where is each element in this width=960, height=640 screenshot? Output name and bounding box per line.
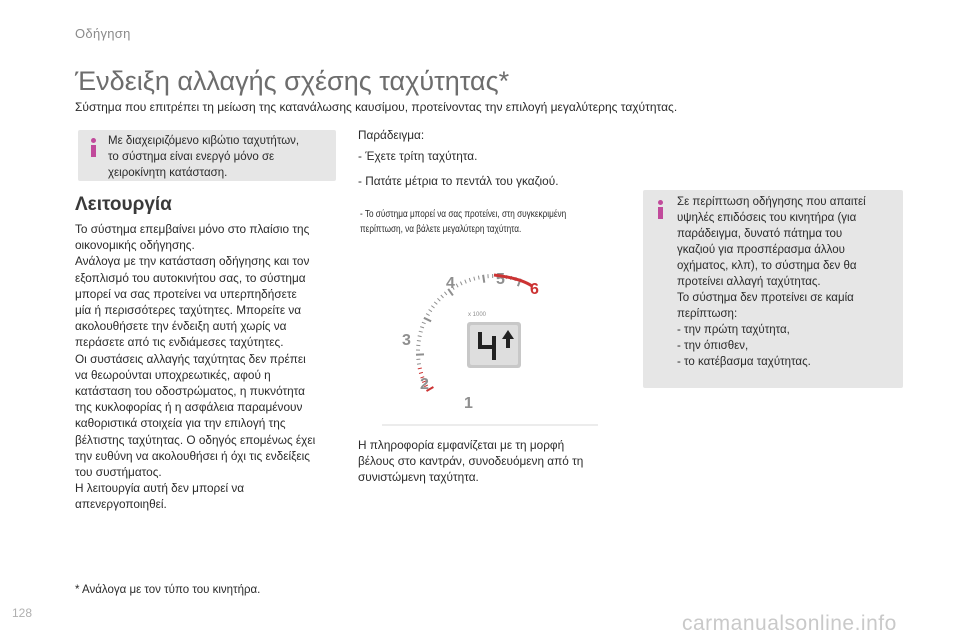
info-line: περίπτωση: bbox=[677, 308, 738, 320]
gauge-caption bbox=[358, 437, 583, 486]
tick-label-6: 6 bbox=[530, 281, 539, 298]
tick-mark bbox=[431, 306, 434, 308]
operation-line: μία ή περισσότερες ταχύτητες. Μπορείτε να bbox=[75, 303, 302, 318]
tick-label-2: 2 bbox=[420, 376, 429, 393]
info-line: υψηλές επιδόσεις του κινητήρα (για bbox=[677, 212, 857, 224]
operation-line: οικονομικής οδήγησης. bbox=[75, 238, 195, 253]
info-icon bbox=[655, 200, 665, 220]
operation-body-text bbox=[75, 221, 347, 513]
page-number: 128 bbox=[12, 606, 33, 620]
info-line: - το κατέβασμα ταχύτητας. bbox=[677, 356, 811, 368]
operation-line: μπορεί να σας προτείνει να υπερπηδήσετε bbox=[75, 286, 297, 301]
operation-line: να θεωρούνται υποχρεωτικές, αφού η bbox=[75, 367, 271, 382]
tick-mark bbox=[434, 302, 437, 305]
tick-mark bbox=[420, 327, 424, 328]
example-step-1: - Έχετε τρίτη ταχύτητα. bbox=[358, 149, 478, 163]
operation-line: Οι συστάσεις αλλαγής ταχύτητας δεν πρέπει bbox=[75, 351, 306, 366]
tick-mark bbox=[419, 372, 423, 373]
info-line: - την όπισθεν, bbox=[677, 340, 749, 352]
tick-mark bbox=[418, 336, 422, 337]
page-title: Ένδειξη αλλαγής σχέσης ταχύτητας* bbox=[75, 66, 510, 96]
tick-mark bbox=[424, 318, 431, 322]
info-line: οχήματος, κλπ), το σύστημα δεν θα bbox=[677, 260, 857, 272]
operation-line: κατάσταση του οδοστρώματος, η πυκνότητα bbox=[75, 384, 305, 399]
info-line: το σύστημα είναι ενεργό μόνο σε bbox=[108, 151, 275, 163]
info-line: Σε περίπτωση οδήγησης που απαιτεί bbox=[677, 196, 866, 208]
operation-line: Η λειτουργία αυτή δεν μπορεί να bbox=[75, 481, 245, 496]
operation-line: Ανάλογα με την κατάσταση οδήγησης και τον bbox=[75, 254, 310, 269]
tick-label-1: 1 bbox=[464, 395, 473, 412]
info-box-high-performance bbox=[643, 190, 903, 388]
info-line: - την πρώτη ταχύτητα, bbox=[677, 324, 790, 336]
note-line: περίπτωση, να βάλετε μεγαλύτερη ταχύτητα. bbox=[360, 224, 522, 235]
tick-mark bbox=[441, 295, 444, 298]
footnote: * Ανάλογα με τον τύπο του κινητήρα. bbox=[75, 584, 261, 596]
operation-line: της κυκλοφορίας ή η ασφάλεια παραμένουν bbox=[75, 400, 303, 415]
tick-mark bbox=[429, 310, 432, 312]
info-box-text bbox=[108, 133, 299, 181]
info-line: Με διαχειριζόμενο κιβώτιο ταχυτήτων, bbox=[108, 135, 300, 147]
tick-label-4: 4 bbox=[446, 275, 455, 292]
operation-line: ακολουθήσετε την ένδειξη αυτή χωρίς να bbox=[75, 319, 287, 334]
info-line: προτείνει αλλαγή ταχύτητας. bbox=[677, 276, 821, 288]
watermark: carmanualsonline.info bbox=[682, 612, 897, 635]
info-box-manual-gearbox bbox=[78, 130, 336, 181]
example-step-2: - Πατάτε μέτρια το πεντάλ του γκαζιού. bbox=[358, 174, 559, 188]
operation-line: Το σύστημα επεμβαίνει μόνο στο πλαίσιο της bbox=[75, 222, 310, 236]
operation-line: περάσετε από τις ενδιάμεσες ταχύτητες. bbox=[75, 335, 284, 350]
caption-line: συνιστώμενη ταχύτητα. bbox=[358, 470, 479, 485]
tick-mark bbox=[456, 284, 458, 288]
tick-mark bbox=[418, 368, 422, 369]
section-heading-operation: Λειτουργία bbox=[75, 194, 172, 215]
caption-line: Η πληροφορία εμφανίζεται με τη μορφή bbox=[358, 438, 565, 452]
page-subtitle: Σύστημα που επιτρέπει τη μείωση της κατανάλωσης καυσίμου, προτείνοντας την επιλογή μεγαλύτερης ταχύτητας. bbox=[75, 100, 678, 114]
unit-label: x 1000 bbox=[468, 312, 487, 318]
tick-label-5: 5 bbox=[496, 271, 505, 288]
tick-mark bbox=[417, 364, 421, 365]
info-line: Το σύστημα δεν προτείνει σε καμία bbox=[677, 292, 854, 304]
tick-mark bbox=[469, 278, 470, 282]
operation-line: καθοριστικά στοιχεία για την επιλογή της bbox=[75, 416, 286, 431]
info-line: χειροκίνητη κατάσταση. bbox=[108, 167, 228, 179]
info-line: παράδειγμα, δυνατό πάτημα του bbox=[677, 228, 843, 240]
tick-mark bbox=[483, 275, 484, 283]
example-label: Παράδειγμα: bbox=[358, 128, 425, 142]
caption-line: βέλους στο καντράν, συνοδευόμενη από τη bbox=[358, 454, 584, 469]
tachometer-illustration bbox=[382, 262, 598, 427]
info-line: γκαζιού για προσπέρασμα άλλου bbox=[677, 244, 845, 256]
operation-line: βέλτιστης ταχύτητας. Ο οδηγός επομένως έχει bbox=[75, 432, 316, 447]
tick-mark bbox=[460, 282, 462, 286]
tick-mark bbox=[437, 298, 440, 301]
note-line: - Το σύστημα μπορεί να σας προτείνει, στη συγκεκριμένη bbox=[360, 209, 567, 220]
operation-line: εξοπλισμό του αυτοκινήτου σας, το σύστημα bbox=[75, 270, 306, 285]
operation-line: απενεργοποιηθεί. bbox=[75, 497, 167, 512]
tick-mark bbox=[419, 331, 423, 332]
section-label: Οδήγηση bbox=[75, 26, 131, 41]
operation-line: την ευθύνη να ακολουθήσει ή όχι τις ενδείξεις bbox=[75, 448, 310, 463]
tick-label-3: 3 bbox=[402, 332, 411, 349]
operation-line: του συστήματος. bbox=[75, 465, 162, 480]
info-box-text bbox=[677, 194, 866, 370]
tick-mark bbox=[474, 277, 475, 281]
tick-mark bbox=[417, 341, 421, 342]
tick-mark bbox=[478, 276, 479, 280]
tick-mark bbox=[465, 280, 467, 284]
info-icon bbox=[88, 138, 98, 158]
tick-mark bbox=[426, 314, 430, 316]
tick-mark bbox=[422, 322, 426, 324]
tick-mark bbox=[444, 292, 447, 295]
example-note bbox=[360, 207, 566, 237]
